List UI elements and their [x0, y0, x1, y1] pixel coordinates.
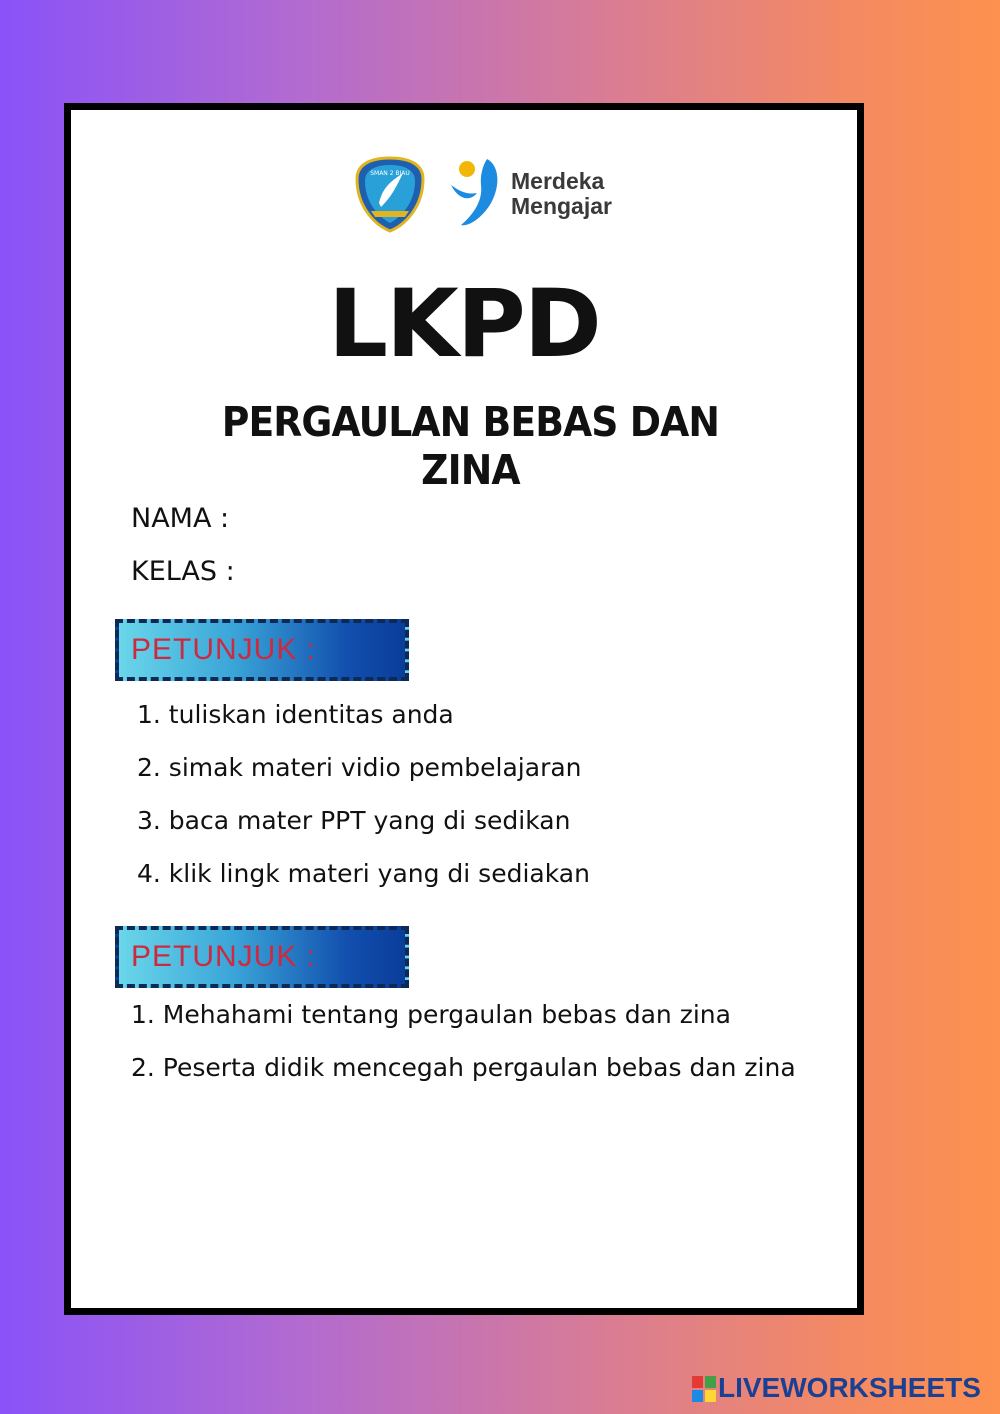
list-item: 3. baca mater PPT yang di sedikan	[137, 806, 571, 835]
objectives-heading: PETUNJUK :	[131, 940, 317, 973]
page-title: LKPD	[328, 270, 600, 379]
instructions-heading-badge	[115, 619, 409, 681]
school-seal-logo	[351, 155, 429, 233]
mengajar-text: Mengajar	[511, 193, 612, 219]
objectives-list	[131, 988, 796, 1094]
list-item: 1. Mehahami tentang pergaulan bebas dan zina	[131, 1000, 731, 1029]
list-item: 2. Peserta didik mencegah pergaulan bebas dan zina	[131, 1053, 796, 1082]
list-item: 1. tuliskan identitas anda	[137, 700, 454, 729]
list-item: 4. klik lingk materi yang di sediakan	[137, 859, 590, 888]
name-field-label: NAMA :	[131, 503, 230, 534]
objectives-heading-badge	[115, 926, 409, 988]
instructions-list	[137, 688, 590, 900]
class-field-label: KELAS :	[131, 556, 235, 587]
liveworksheets-text: LIVEWORKSHEETS	[718, 1372, 981, 1403]
liveworksheets-icon	[692, 1376, 716, 1402]
svg-text:SMAN 2 BIAU: SMAN 2 BIAU	[370, 170, 410, 177]
instructions-heading: PETUNJUK :	[131, 633, 317, 666]
merdeka-mengajar-logo-mark	[447, 155, 507, 230]
merdeka-mengajar-wordmark	[511, 169, 671, 219]
worksheet-page	[64, 103, 864, 1315]
page-subtitle: PERGAULAN BEBAS DAN ZINA	[221, 398, 720, 494]
merdeka-text: Merdeka	[511, 168, 605, 194]
list-item: 2. simak materi vidio pembelajaran	[137, 753, 582, 782]
